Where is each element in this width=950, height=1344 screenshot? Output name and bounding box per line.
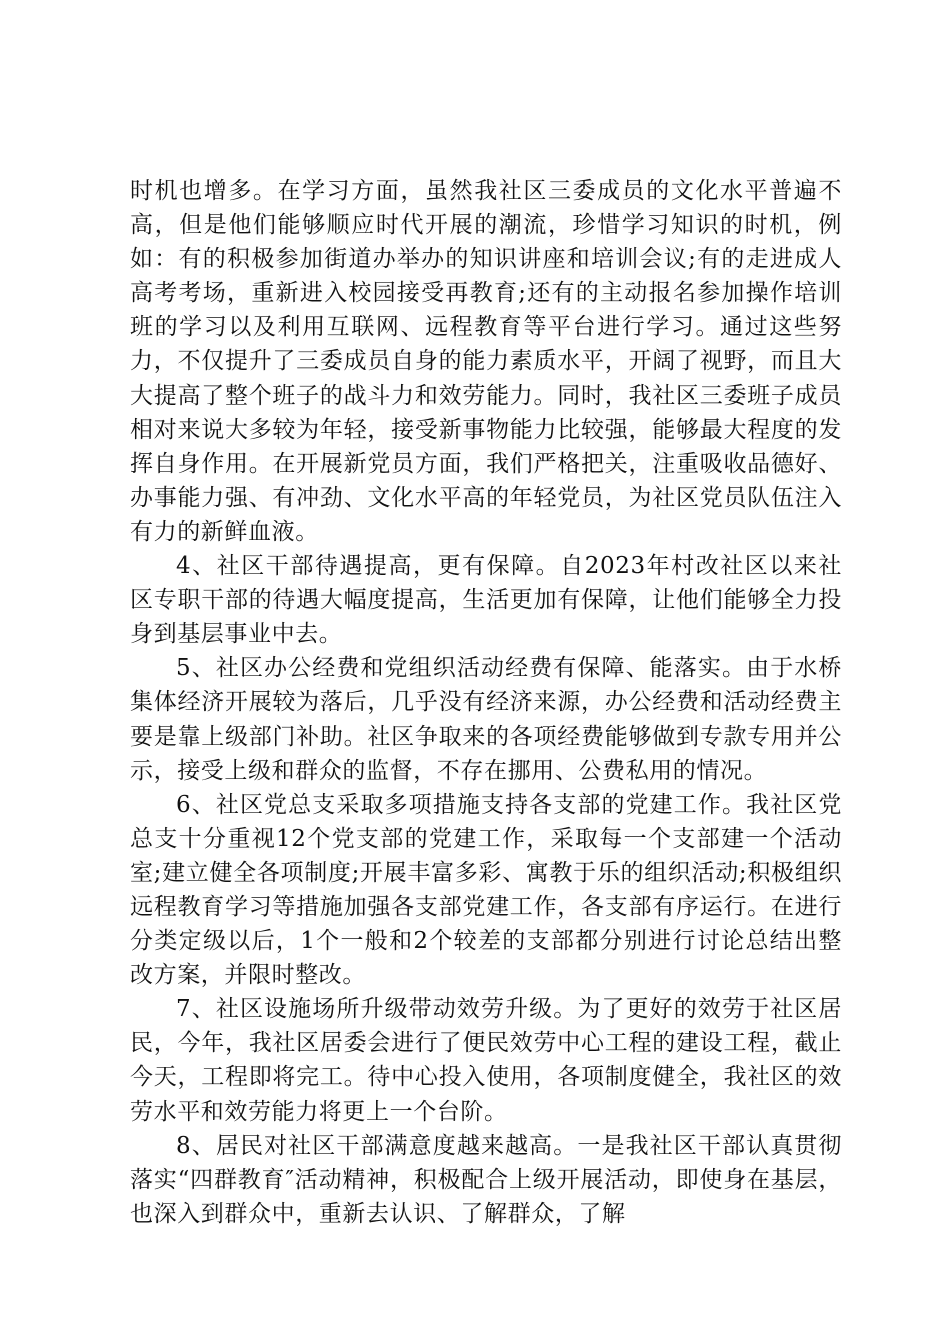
- document-body: [130, 174, 842, 1231]
- paragraph-item-6: 6、社区党总支采取多项措施支持各支部的党建工作。我社区党总支十分重视12个党支部的党建工作，采取每一个支部建一个活动室;建立健全各项制度;开展丰富多彩、寓教于乐的组织活动;积极组织远程教育学习等措施加强各支部党建工作，各支部有序运行。在进行分类定级以后，1个一般和2个较差的支部都分别进行讨论总结出整改方案，并限时整改。: [130, 791, 842, 989]
- paragraph-continuation: 时机也增多。在学习方面，虽然我社区三委成员的文化水平普遍不高，但是他们能够顺应时代开展的潮流，珍惜学习知识的时机，例如：有的积极参加街道办举办的知识讲座和培训会议;有的走进成人高考考场，重新进入校园接受再教育;还有的主动报名参加操作培训班的学习以及利用互联网、远程教育等平台进行学习。通过这些努力，不仅提升了三委成员自身的能力素质水平，开阔了视野，而且大大提高了整个班子的战斗力和效劳能力。同时，我社区三委班子成员相对来说大多较为年轻，接受新事物能力比较强，能够最大程度的发挥自身作用。在开展新党员方面，我们严格把关，注重吸收品德好、办事能力强、有冲劲、文化水平高的年轻党员，为社区党员队伍注入有力的新鲜血液。: [130, 178, 842, 545]
- paragraph-item-8: 8、居民对社区干部满意度越来越高。一是我社区干部认真贯彻落实“四群教育″活动精神，积极配合上级开展活动，即使身在基层，也深入到群众中，重新去认识、了解群众，了解: [130, 1132, 842, 1227]
- paragraph-item-7: 7、社区设施场所升级带动效劳升级。为了更好的效劳于社区居民，今年，我社区居委会进行了便民效劳中心工程的建设工程，截止今天，工程即将完工。待中心投入使用，各项制度健全，我社区的效劳水平和效劳能力将更上一个台阶。: [130, 996, 842, 1125]
- paragraph-item-5: 5、社区办公经费和党组织活动经费有保障、能落实。由于水桥集体经济开展较为落后，几乎没有经济来源，办公经费和活动经费主要是靠上级部门补助。社区争取来的各项经费能够做到专款专用并公示，接受上级和群众的监督，不存在挪用、公费私用的情况。: [130, 655, 842, 784]
- paragraph-item-4: 4、社区干部待遇提高，更有保障。自2023年村改社区以来社区专职干部的待遇大幅度提高，生活更加有保障，让他们能够全力投身到基层事业中去。: [130, 553, 842, 648]
